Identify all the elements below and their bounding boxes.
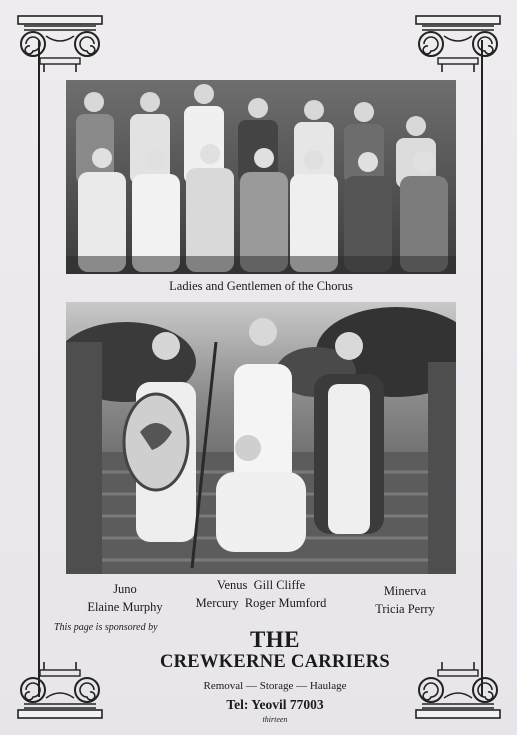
- venus-mercury-caption: [186, 576, 336, 612]
- chorus-caption: Ladies and Gentlemen of the Chorus: [169, 279, 353, 293]
- minerva-role: Minerva: [383, 584, 427, 598]
- chorus-group-photo: [66, 80, 456, 274]
- sponsor-note: This page is sponsored by: [54, 622, 158, 633]
- juno-actor: Elaine Murphy: [87, 600, 163, 615]
- gods-costume-photo: [66, 302, 456, 574]
- juno-caption: [70, 580, 180, 616]
- company-telephone: Tel: Yeovil 77003: [226, 697, 324, 712]
- minerva-actor: Tricia Perry: [375, 602, 435, 617]
- ionic-capital-icon: [16, 14, 104, 72]
- company-name-line1: THE: [249, 627, 301, 652]
- juno-role: Juno: [113, 582, 137, 596]
- ionic-capital-icon: [16, 662, 104, 720]
- company-name-line2: CREWKERNE CARRIERS: [159, 652, 390, 672]
- ionic-capital-icon: [414, 14, 502, 72]
- company-services: Removal — Storage — Haulage: [203, 680, 347, 692]
- mercury-line: Mercury Roger Mumford: [195, 596, 327, 611]
- venus-line: Venus Gill Cliffe: [216, 578, 306, 592]
- minerva-caption: [360, 582, 450, 618]
- page-number: thirteen: [262, 715, 288, 724]
